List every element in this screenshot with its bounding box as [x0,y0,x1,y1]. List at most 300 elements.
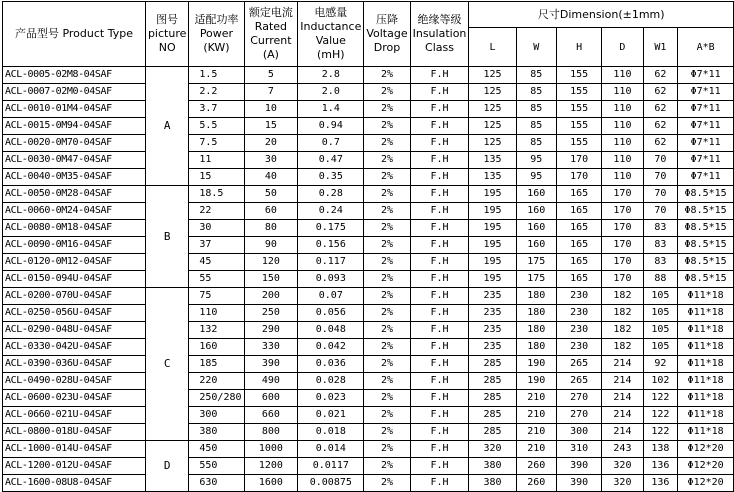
power-cell: 110 [189,305,244,322]
current-cell: 1600 [244,475,298,492]
header-dim-ab: A*B [678,28,734,67]
voltage-drop-cell: 2% [364,271,410,288]
dim-h-cell: 165 [557,254,602,271]
dim-d-cell: 110 [602,101,643,118]
dim-h-cell: 270 [557,407,602,424]
dim-w-cell: 180 [516,305,556,322]
dim-w1-cell: 105 [643,288,678,305]
model-cell: ACL-0150-094U-04SAF [3,271,146,288]
current-cell: 120 [244,254,298,271]
dim-ab-cell: Φ8.5*15 [678,271,734,288]
inductance-cell: 0.175 [298,220,364,237]
voltage-drop-cell: 2% [364,169,410,186]
dim-d-cell: 110 [602,135,643,152]
model-cell: ACL-0010-01M4-04SAF [3,101,146,118]
inductance-cell: 0.048 [298,322,364,339]
power-cell: 7.5 [189,135,244,152]
dim-d-cell: 170 [602,271,643,288]
dim-w1-cell: 138 [643,441,678,458]
current-cell: 20 [244,135,298,152]
current-cell: 10 [244,101,298,118]
power-cell: 250/280 [189,390,244,407]
dim-l-cell: 125 [469,84,516,101]
dim-h-cell: 165 [557,186,602,203]
current-cell: 600 [244,390,298,407]
dim-h-cell: 165 [557,203,602,220]
dim-d-cell: 320 [602,458,643,475]
dim-w-cell: 175 [516,271,556,288]
table-row [3,339,734,356]
table-row [3,441,734,458]
dim-d-cell: 214 [602,407,643,424]
dim-w-cell: 85 [516,135,556,152]
model-cell: ACL-1600-08U8-04SAF [3,475,146,492]
inductance-cell: 0.056 [298,305,364,322]
inductance-cell: 0.0117 [298,458,364,475]
dim-w1-cell: 70 [643,203,678,220]
table-row [3,152,734,169]
voltage-drop-cell: 2% [364,475,410,492]
insulation-cell: F.H [410,169,469,186]
inductance-cell: 0.156 [298,237,364,254]
power-cell: 22 [189,203,244,220]
current-cell: 660 [244,407,298,424]
power-cell: 1.5 [189,67,244,84]
power-cell: 11 [189,152,244,169]
insulation-cell: F.H [410,254,469,271]
current-cell: 50 [244,186,298,203]
dim-w1-cell: 122 [643,390,678,407]
voltage-drop-cell: 2% [364,339,410,356]
table-row [3,458,734,475]
inductance-cell: 0.7 [298,135,364,152]
dim-w1-cell: 136 [643,458,678,475]
insulation-cell: F.H [410,373,469,390]
dim-w1-cell: 70 [643,186,678,203]
inductance-cell: 0.018 [298,424,364,441]
current-cell: 1000 [244,441,298,458]
dim-h-cell: 170 [557,169,602,186]
dim-ab-cell: Φ12*20 [678,475,734,492]
table-row [3,356,734,373]
dim-w1-cell: 83 [643,237,678,254]
dim-ab-cell: Φ7*11 [678,101,734,118]
dim-l-cell: 125 [469,135,516,152]
dim-l-cell: 135 [469,152,516,169]
dim-w-cell: 95 [516,169,556,186]
dim-w1-cell: 122 [643,407,678,424]
dim-h-cell: 165 [557,271,602,288]
current-cell: 1200 [244,458,298,475]
dim-l-cell: 195 [469,203,516,220]
inductance-cell: 0.24 [298,203,364,220]
model-cell: ACL-0120-0M12-04SAF [3,254,146,271]
voltage-drop-cell: 2% [364,458,410,475]
model-cell: ACL-1000-014U-04SAF [3,441,146,458]
dim-ab-cell: Φ8.5*15 [678,220,734,237]
dim-d-cell: 110 [602,152,643,169]
dim-d-cell: 170 [602,237,643,254]
power-cell: 5.5 [189,118,244,135]
insulation-cell: F.H [410,67,469,84]
dim-w-cell: 180 [516,322,556,339]
insulation-cell: F.H [410,407,469,424]
dim-l-cell: 285 [469,356,516,373]
table-row [3,424,734,441]
dim-w-cell: 190 [516,356,556,373]
power-cell: 37 [189,237,244,254]
dim-ab-cell: Φ7*11 [678,135,734,152]
dim-d-cell: 110 [602,118,643,135]
insulation-cell: F.H [410,203,469,220]
insulation-cell: F.H [410,271,469,288]
dim-w-cell: 85 [516,84,556,101]
dim-l-cell: 235 [469,339,516,356]
current-cell: 60 [244,203,298,220]
inductance-cell: 0.35 [298,169,364,186]
dim-w-cell: 175 [516,254,556,271]
dim-h-cell: 265 [557,356,602,373]
dim-w1-cell: 62 [643,101,678,118]
dim-l-cell: 285 [469,407,516,424]
power-cell: 3.7 [189,101,244,118]
dim-ab-cell: Φ7*11 [678,84,734,101]
header-dim-h: H [557,28,602,67]
dim-l-cell: 285 [469,390,516,407]
dim-d-cell: 214 [602,390,643,407]
model-cell: ACL-0030-0M47-04SAF [3,152,146,169]
dim-l-cell: 195 [469,220,516,237]
power-cell: 30 [189,220,244,237]
dim-w1-cell: 105 [643,339,678,356]
voltage-drop-cell: 2% [364,118,410,135]
picture-no-cell: A [145,67,188,186]
dim-ab-cell: Φ12*20 [678,441,734,458]
table-row [3,237,734,254]
voltage-drop-cell: 2% [364,84,410,101]
inductance-cell: 0.00875 [298,475,364,492]
dim-w-cell: 160 [516,220,556,237]
table-body [3,67,734,492]
dim-w1-cell: 83 [643,254,678,271]
header-dim-w1: W1 [643,28,678,67]
dim-w-cell: 260 [516,458,556,475]
dim-d-cell: 110 [602,84,643,101]
dim-w1-cell: 92 [643,356,678,373]
model-cell: ACL-0290-048U-04SAF [3,322,146,339]
insulation-cell: F.H [410,458,469,475]
dim-ab-cell: Φ7*11 [678,118,734,135]
dim-w1-cell: 105 [643,322,678,339]
dim-w-cell: 160 [516,237,556,254]
model-cell: ACL-0330-042U-04SAF [3,339,146,356]
dim-w1-cell: 70 [643,152,678,169]
power-cell: 300 [189,407,244,424]
dim-d-cell: 214 [602,373,643,390]
inductance-cell: 0.093 [298,271,364,288]
dim-ab-cell: Φ12*20 [678,458,734,475]
dim-d-cell: 214 [602,424,643,441]
dim-ab-cell: Φ11*18 [678,322,734,339]
dim-d-cell: 182 [602,305,643,322]
table-row [3,305,734,322]
dim-h-cell: 265 [557,373,602,390]
model-cell: ACL-1200-012U-04SAF [3,458,146,475]
insulation-cell: F.H [410,305,469,322]
dim-w1-cell: 62 [643,84,678,101]
header-dim-d: D [602,28,643,67]
insulation-cell: F.H [410,441,469,458]
insulation-cell: F.H [410,118,469,135]
insulation-cell: F.H [410,322,469,339]
insulation-cell: F.H [410,424,469,441]
insulation-cell: F.H [410,220,469,237]
header-product-type: 产品型号 Product Type [3,2,146,67]
header-inductance: 电感量 Inductance Value (mH) [298,2,364,67]
power-cell: 18.5 [189,186,244,203]
current-cell: 200 [244,288,298,305]
model-cell: ACL-0050-0M28-04SAF [3,186,146,203]
dim-w1-cell: 122 [643,424,678,441]
dim-ab-cell: Φ8.5*15 [678,254,734,271]
model-cell: ACL-0007-02M0-04SAF [3,84,146,101]
dim-d-cell: 110 [602,169,643,186]
table-row [3,169,734,186]
dim-w-cell: 180 [516,288,556,305]
voltage-drop-cell: 2% [364,237,410,254]
voltage-drop-cell: 2% [364,322,410,339]
dim-w1-cell: 62 [643,118,678,135]
dim-l-cell: 125 [469,118,516,135]
inductance-cell: 2.8 [298,67,364,84]
dim-h-cell: 155 [557,118,602,135]
model-cell: ACL-0005-02M8-04SAF [3,67,146,84]
dim-h-cell: 300 [557,424,602,441]
power-cell: 185 [189,356,244,373]
table-row [3,101,734,118]
dim-w1-cell: 62 [643,67,678,84]
voltage-drop-cell: 2% [364,220,410,237]
model-cell: ACL-0080-0M18-04SAF [3,220,146,237]
voltage-drop-cell: 2% [364,441,410,458]
dim-ab-cell: Φ11*18 [678,305,734,322]
voltage-drop-cell: 2% [364,152,410,169]
dim-w-cell: 160 [516,186,556,203]
table-row [3,220,734,237]
inductance-cell: 0.117 [298,254,364,271]
table-row [3,186,734,203]
table-row [3,203,734,220]
dim-h-cell: 165 [557,220,602,237]
dim-d-cell: 170 [602,186,643,203]
dim-h-cell: 230 [557,339,602,356]
current-cell: 40 [244,169,298,186]
dim-l-cell: 285 [469,424,516,441]
inductance-cell: 0.021 [298,407,364,424]
dim-w-cell: 260 [516,475,556,492]
voltage-drop-cell: 2% [364,67,410,84]
voltage-drop-cell: 2% [364,101,410,118]
dim-l-cell: 135 [469,169,516,186]
header-dim-w: W [516,28,556,67]
dim-l-cell: 380 [469,458,516,475]
dim-ab-cell: Φ7*11 [678,67,734,84]
power-cell: 380 [189,424,244,441]
dim-w-cell: 160 [516,203,556,220]
dim-h-cell: 230 [557,305,602,322]
dim-d-cell: 182 [602,288,643,305]
current-cell: 290 [244,322,298,339]
insulation-cell: F.H [410,84,469,101]
insulation-cell: F.H [410,135,469,152]
header-dimension: 尺寸Dimension(±1mm) [469,2,734,28]
header-power: 适配功率 Power (KW) [189,2,244,67]
power-cell: 550 [189,458,244,475]
voltage-drop-cell: 2% [364,186,410,203]
power-cell: 630 [189,475,244,492]
dim-d-cell: 170 [602,203,643,220]
table-row [3,288,734,305]
insulation-cell: F.H [410,356,469,373]
dim-ab-cell: Φ11*18 [678,339,734,356]
model-cell: ACL-0800-018U-04SAF [3,424,146,441]
dim-d-cell: 110 [602,67,643,84]
table-row [3,135,734,152]
dim-w1-cell: 105 [643,305,678,322]
header-current: 额定电流 Rated Current (A) [244,2,298,67]
current-cell: 490 [244,373,298,390]
voltage-drop-cell: 2% [364,288,410,305]
voltage-drop-cell: 2% [364,305,410,322]
table-row [3,475,734,492]
dim-d-cell: 320 [602,475,643,492]
dim-h-cell: 230 [557,322,602,339]
dim-d-cell: 170 [602,220,643,237]
inductance-cell: 0.042 [298,339,364,356]
dim-ab-cell: Φ8.5*15 [678,237,734,254]
voltage-drop-cell: 2% [364,356,410,373]
dim-w-cell: 210 [516,441,556,458]
dim-h-cell: 230 [557,288,602,305]
current-cell: 390 [244,356,298,373]
dim-ab-cell: Φ8.5*15 [678,203,734,220]
dim-ab-cell: Φ11*18 [678,390,734,407]
current-cell: 5 [244,67,298,84]
dim-w-cell: 210 [516,407,556,424]
power-cell: 45 [189,254,244,271]
insulation-cell: F.H [410,152,469,169]
dim-w1-cell: 70 [643,169,678,186]
dim-ab-cell: Φ11*18 [678,288,734,305]
power-cell: 75 [189,288,244,305]
dim-l-cell: 235 [469,305,516,322]
dim-w-cell: 85 [516,118,556,135]
voltage-drop-cell: 2% [364,373,410,390]
dim-d-cell: 214 [602,356,643,373]
inductance-cell: 0.036 [298,356,364,373]
dim-w-cell: 210 [516,390,556,407]
picture-no-cell: C [145,288,188,441]
dim-w1-cell: 102 [643,373,678,390]
inductance-cell: 0.47 [298,152,364,169]
dim-l-cell: 380 [469,475,516,492]
spec-table [2,1,734,492]
dim-ab-cell: Φ11*18 [678,373,734,390]
voltage-drop-cell: 2% [364,424,410,441]
table-row [3,84,734,101]
model-cell: ACL-0015-0M94-04SAF [3,118,146,135]
dim-h-cell: 390 [557,458,602,475]
dim-h-cell: 155 [557,67,602,84]
dim-d-cell: 182 [602,339,643,356]
power-cell: 220 [189,373,244,390]
dim-w-cell: 210 [516,424,556,441]
model-cell: ACL-0060-0M24-04SAF [3,203,146,220]
table-row [3,390,734,407]
dim-w1-cell: 88 [643,271,678,288]
header-voltage-drop: 压降 Voltage Drop [364,2,410,67]
inductance-cell: 0.94 [298,118,364,135]
table-row [3,373,734,390]
dim-d-cell: 182 [602,322,643,339]
dim-l-cell: 235 [469,322,516,339]
insulation-cell: F.H [410,237,469,254]
insulation-cell: F.H [410,101,469,118]
dim-ab-cell: Φ7*11 [678,152,734,169]
power-cell: 160 [189,339,244,356]
voltage-drop-cell: 2% [364,135,410,152]
power-cell: 450 [189,441,244,458]
dim-w-cell: 95 [516,152,556,169]
inductance-cell: 0.014 [298,441,364,458]
dim-d-cell: 170 [602,254,643,271]
voltage-drop-cell: 2% [364,254,410,271]
model-cell: ACL-0250-056U-04SAF [3,305,146,322]
dim-l-cell: 195 [469,186,516,203]
dim-w-cell: 190 [516,373,556,390]
table-row [3,407,734,424]
table-row [3,254,734,271]
dim-l-cell: 285 [469,373,516,390]
dim-l-cell: 195 [469,254,516,271]
current-cell: 80 [244,220,298,237]
dim-w1-cell: 83 [643,220,678,237]
dim-h-cell: 270 [557,390,602,407]
inductance-cell: 0.07 [298,288,364,305]
table-row [3,118,734,135]
model-cell: ACL-0490-028U-04SAF [3,373,146,390]
current-cell: 30 [244,152,298,169]
model-cell: ACL-0600-023U-04SAF [3,390,146,407]
voltage-drop-cell: 2% [364,203,410,220]
current-cell: 150 [244,271,298,288]
inductance-cell: 0.28 [298,186,364,203]
current-cell: 90 [244,237,298,254]
voltage-drop-cell: 2% [364,390,410,407]
table-row [3,67,734,84]
inductance-cell: 1.4 [298,101,364,118]
current-cell: 330 [244,339,298,356]
model-cell: ACL-0040-0M35-04SAF [3,169,146,186]
dim-ab-cell: Φ7*11 [678,169,734,186]
insulation-cell: F.H [410,339,469,356]
header-picture-no: 图号 picture NO [145,2,188,67]
power-cell: 55 [189,271,244,288]
inductance-cell: 2.0 [298,84,364,101]
model-cell: ACL-0020-0M70-04SAF [3,135,146,152]
dim-h-cell: 310 [557,441,602,458]
model-cell: ACL-0200-070U-04SAF [3,288,146,305]
